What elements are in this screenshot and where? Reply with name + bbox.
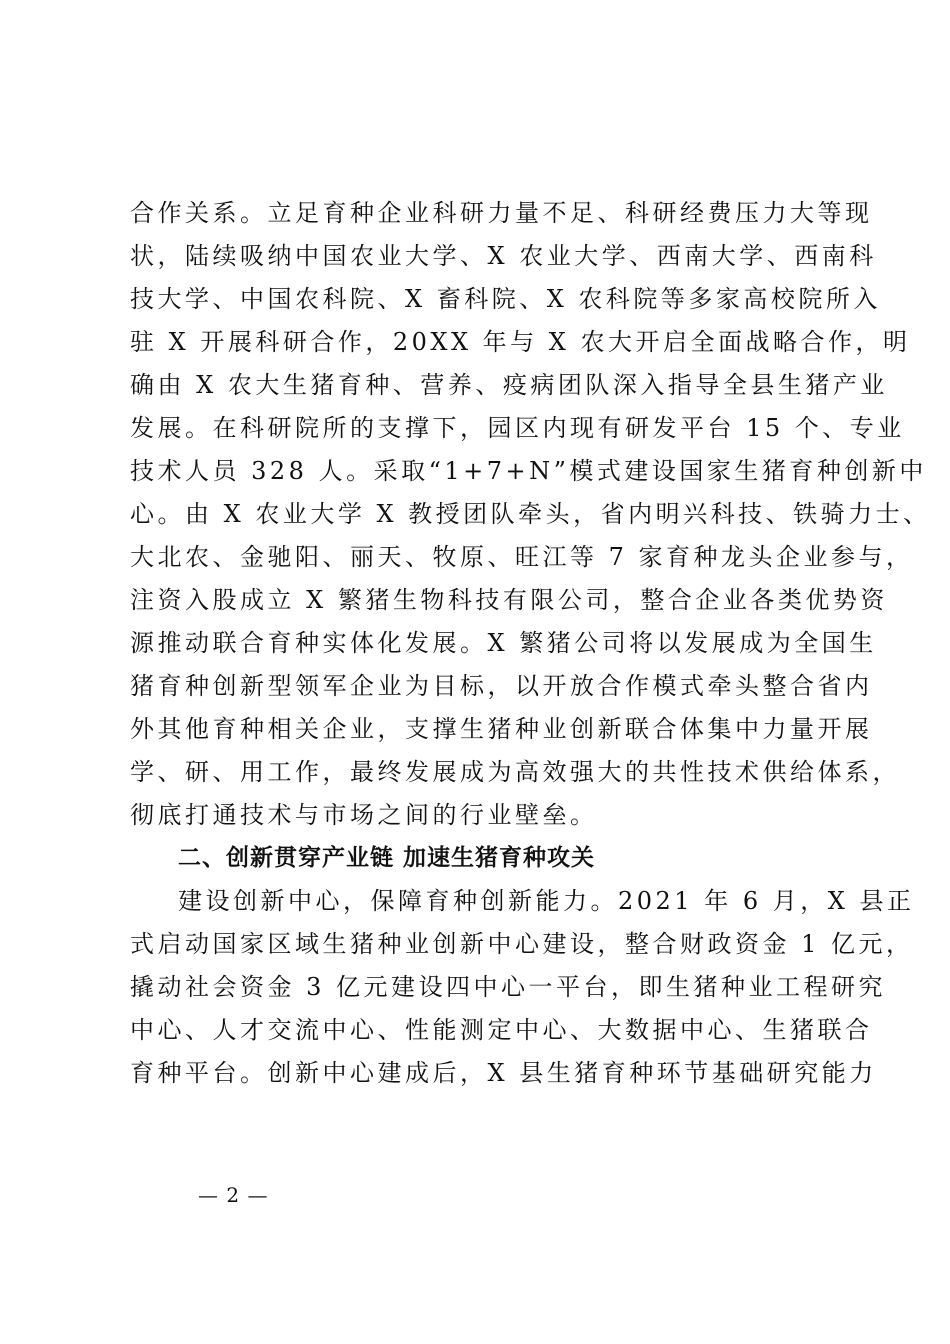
text-line: 技术人员 328 人。采取“1+7+N”模式建设国家生猪育种创新中: [130, 457, 927, 485]
text-line: 育种平台。创新中心建成后，X 县生猪育种环节基础研究能力: [130, 1059, 877, 1087]
text-line: 注资入股成立 X 繁猪生物科技有限公司，整合企业各类优势资: [130, 586, 888, 614]
text-line: 源推动联合育种实体化发展。X 繁猪公司将以发展成为全国生: [130, 629, 877, 657]
text-line: 中心、人才交流中心、性能测定中心、大数据中心、生猪联合: [130, 1016, 873, 1044]
text-line: 心。由 X 农业大学 X 教授团队牵头，省内明兴科技、铁骑力士、: [130, 500, 931, 528]
text-line: 驻 X 开展科研合作，20XX 年与 X 农大开启全面战略合作，明: [130, 328, 911, 356]
text-line: 猪育种创新型领军企业为目标，以开放合作模式牵头整合省内: [130, 672, 873, 700]
text-line: 撬动社会资金 3 亿元建设四中心一平台，即生猪种业工程研究: [130, 973, 887, 1001]
text-line: 彻底打通技术与市场之间的行业壁垒。: [130, 801, 598, 829]
text-line: 式启动国家区域生猪种业创新中心建设，整合财政资金 1 亿元，: [130, 930, 914, 958]
text-line: 外其他育种相关企业，支撑生猪种业创新联合体集中力量开展: [130, 715, 873, 743]
text-line: 发展。在科研院所的支撑下，园区内现有研发平台 15 个、专业: [130, 414, 905, 442]
text-line: 合作关系。立足育种企业科研力量不足、科研经费压力大等现: [130, 199, 873, 227]
text-line: 大北农、金驰阳、丽天、牧原、旺江等 7 家育种龙头企业参与，: [130, 543, 914, 571]
text-line: 技大学、中国农科院、X 畜科院、X 农科院等多家高校院所入: [130, 285, 881, 313]
text-line: 状，陆续吸纳中国农业大学、X 农业大学、西南大学、西南科: [130, 242, 877, 270]
text-line: 学、研、用工作，最终发展成为高效强大的共性技术供给体系，: [130, 758, 900, 786]
section-heading: 二、创新贯穿产业链 加速生猪育种攻关: [178, 845, 596, 871]
text-line: 建设创新中心，保障育种创新能力。2021 年 6 月，X 县正: [178, 887, 915, 915]
text-line: 确由 X 农大生猪育种、营养、疫病团队深入指导全县生猪产业: [130, 371, 888, 399]
page-number: — 2 —: [198, 1183, 269, 1207]
body-text: [130, 192, 931, 1095]
